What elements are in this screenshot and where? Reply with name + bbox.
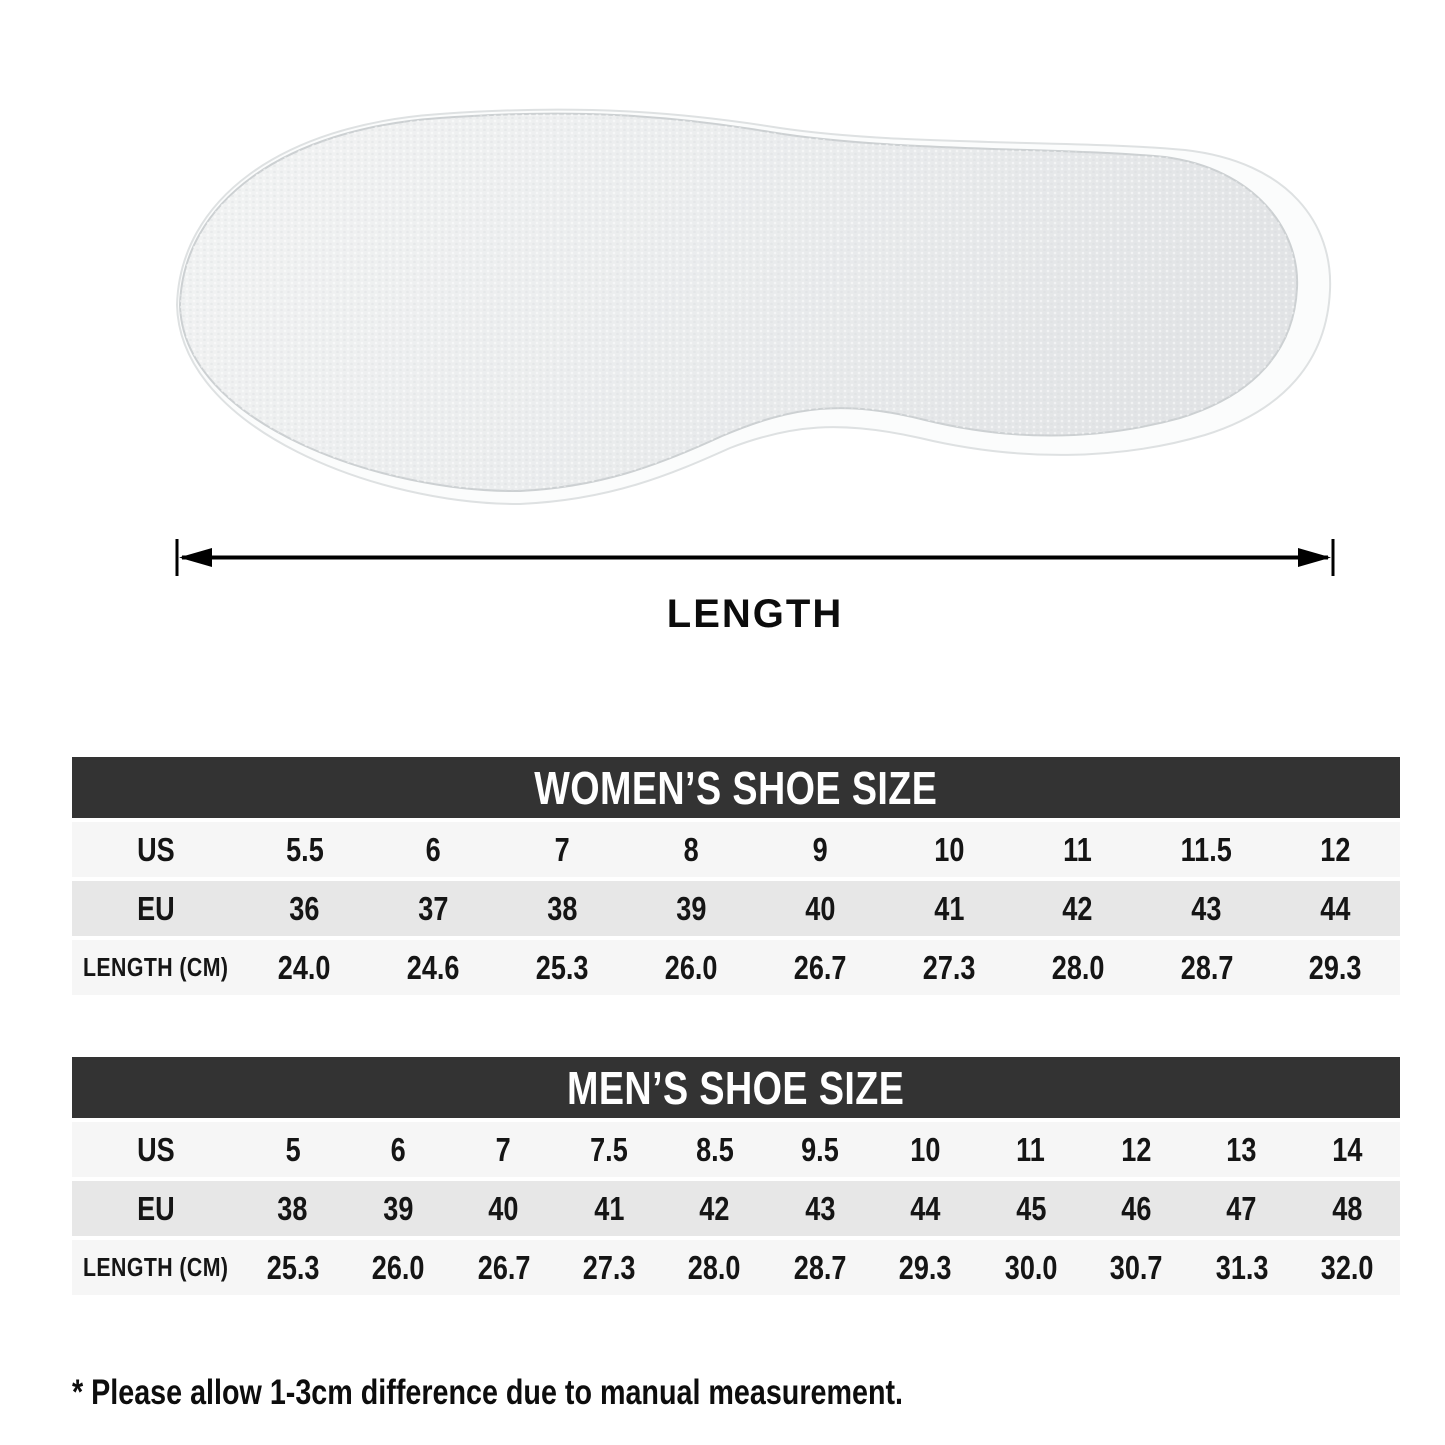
insole-illustration [150, 95, 1350, 515]
size-cell: 44 [1320, 889, 1351, 927]
size-cell: 8.5 [695, 1130, 734, 1168]
row-label: LENGTH (CM) [83, 952, 229, 982]
size-cell: 43 [1191, 889, 1222, 927]
table-row [72, 940, 1400, 995]
size-cell: 28.7 [1180, 948, 1234, 986]
size-cell: 42 [1062, 889, 1093, 927]
size-cell: 11 [1063, 830, 1093, 868]
size-cell: 6 [390, 1130, 406, 1168]
table-row [72, 881, 1400, 936]
men-table-title: MEN’S SHOE SIZE [567, 1061, 905, 1114]
size-cell: 5 [285, 1130, 301, 1168]
table-row [72, 1181, 1400, 1236]
size-cell: 7.5 [590, 1130, 628, 1168]
size-cell: 44 [910, 1189, 941, 1227]
women-size-table [72, 757, 1400, 995]
size-cell: 29.3 [1309, 948, 1362, 986]
size-cell: 11 [1016, 1130, 1046, 1168]
length-measure [160, 535, 1350, 637]
size-cell: 29.3 [899, 1248, 952, 1286]
size-cell: 42 [699, 1189, 730, 1227]
size-cell: 28.7 [793, 1248, 847, 1286]
insole-photo [150, 95, 1350, 515]
size-cell: 24.0 [278, 948, 331, 986]
row-label: EU [137, 889, 175, 927]
size-cell: 32.0 [1320, 1248, 1374, 1286]
size-cell: 26.0 [371, 1248, 425, 1286]
measurement-note: * Please allow 1-3cm difference due to manual measurement. [72, 1373, 904, 1412]
table-row [72, 822, 1400, 877]
size-cell: 38 [547, 889, 578, 927]
size-cell: 5.5 [285, 830, 324, 868]
table-row [72, 1122, 1400, 1177]
men-table-title-bar [72, 1057, 1400, 1118]
size-cell: 27.3 [922, 948, 976, 986]
size-cell: 26.7 [477, 1248, 530, 1286]
size-cell: 25.3 [535, 948, 589, 986]
size-cell: 41 [594, 1189, 625, 1227]
size-cell: 14 [1332, 1130, 1363, 1168]
size-cell: 39 [383, 1189, 414, 1227]
size-cell: 40 [488, 1189, 519, 1227]
size-cell: 46 [1121, 1189, 1152, 1227]
size-cell: 7 [554, 830, 570, 868]
men-table-rows [72, 1122, 1400, 1295]
women-table-title-bar [72, 757, 1400, 818]
size-cell: 6 [425, 830, 441, 868]
table-row [72, 1240, 1400, 1295]
length-arrow [160, 535, 1350, 580]
size-cell: 11.5 [1181, 830, 1233, 868]
length-label: LENGTH [666, 592, 844, 636]
size-cell: 38 [277, 1189, 308, 1227]
size-cell: 40 [804, 889, 836, 927]
size-cell: 45 [1015, 1189, 1046, 1227]
size-cell: 8 [683, 830, 699, 868]
size-cell: 9.5 [801, 1130, 839, 1168]
size-cell: 12 [1320, 830, 1351, 868]
size-cell: 24.6 [406, 948, 460, 986]
size-cell: 12 [1121, 1130, 1152, 1168]
size-cell: 28.0 [1051, 948, 1105, 986]
size-cell: 48 [1332, 1189, 1363, 1227]
row-label: LENGTH (CM) [83, 1252, 229, 1282]
women-table-rows [72, 822, 1400, 995]
size-cell: 27.3 [582, 1248, 636, 1286]
size-cell: 26.7 [793, 948, 847, 986]
size-cell: 37 [418, 889, 449, 927]
size-cell: 30.7 [1110, 1248, 1163, 1286]
size-cell: 30.0 [1004, 1248, 1058, 1286]
size-cell: 10 [910, 1130, 941, 1168]
size-cell: 36 [289, 889, 320, 927]
size-cell: 41 [933, 889, 964, 927]
men-size-table [72, 1057, 1400, 1295]
size-cell: 7 [496, 1130, 512, 1168]
size-cell: 9 [812, 830, 828, 868]
size-cell: 28.0 [688, 1248, 741, 1286]
size-cell: 25.3 [266, 1248, 320, 1286]
size-cell: 31.3 [1215, 1248, 1269, 1286]
row-label: EU [137, 1189, 175, 1227]
size-cell: 10 [933, 830, 964, 868]
size-cell: 47 [1226, 1189, 1257, 1227]
row-label: US [137, 1130, 175, 1168]
size-cell: 26.0 [664, 948, 718, 986]
size-cell: 43 [804, 1189, 836, 1227]
women-table-title: WOMEN’S SHOE SIZE [534, 761, 938, 814]
size-cell: 39 [676, 889, 707, 927]
row-label: US [137, 830, 175, 868]
size-cell: 13 [1226, 1130, 1257, 1168]
